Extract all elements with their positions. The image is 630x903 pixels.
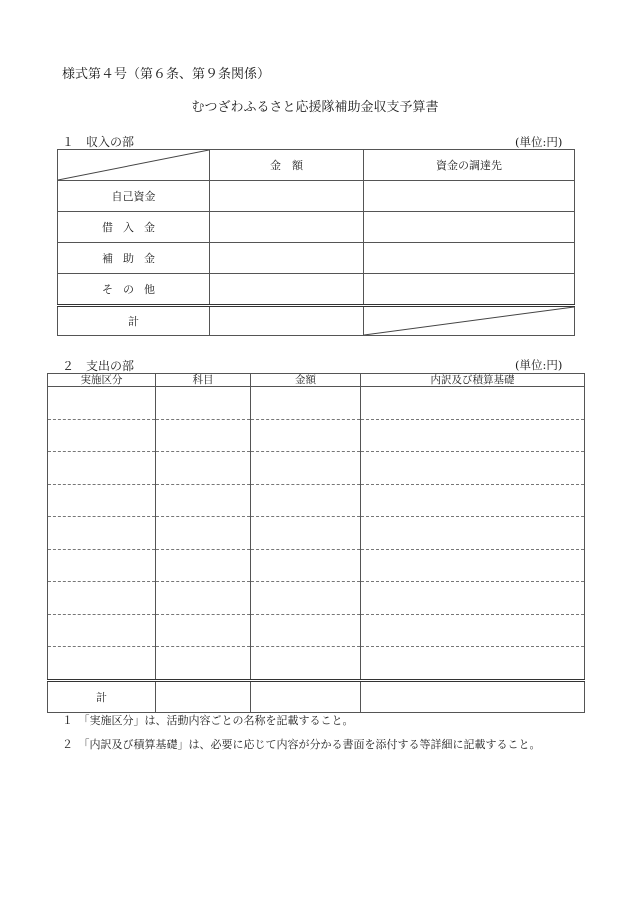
expense-cell[interactable]	[361, 387, 585, 420]
expense-cell[interactable]	[361, 614, 585, 647]
expense-cell[interactable]	[251, 387, 361, 420]
expense-col-amount: 金額	[251, 374, 361, 387]
expense-cell[interactable]	[251, 549, 361, 582]
expense-total-cell[interactable]	[156, 680, 251, 712]
expense-cell[interactable]	[156, 484, 251, 517]
expense-unit: (単位:円)	[515, 358, 563, 372]
income-col-source: 資金の調達先	[364, 150, 575, 181]
expense-cell[interactable]	[48, 387, 156, 420]
expense-cell[interactable]	[251, 614, 361, 647]
expense-cell[interactable]	[156, 614, 251, 647]
expense-cell[interactable]	[251, 419, 361, 452]
expense-cell[interactable]	[156, 647, 251, 681]
table-row	[48, 582, 585, 615]
income-total-source-diagonal	[364, 306, 575, 336]
table-row	[48, 614, 585, 647]
expense-cell[interactable]	[48, 484, 156, 517]
expense-cell[interactable]	[251, 517, 361, 550]
table-row	[48, 484, 585, 517]
expense-cell[interactable]	[251, 582, 361, 615]
expense-cell[interactable]	[361, 419, 585, 452]
note-2: ２ 「内訳及び積算基礎」は、必要に応じて内容が分かる書面を添付する等詳細に記載すること。	[62, 738, 541, 751]
income-amount-cell[interactable]	[210, 243, 364, 274]
expense-cell[interactable]	[48, 647, 156, 681]
income-corner-cell	[58, 150, 210, 181]
expense-cell[interactable]	[48, 614, 156, 647]
expense-cell[interactable]	[251, 647, 361, 681]
income-unit: (単位:円)	[515, 135, 563, 149]
income-row-label: 借入金	[58, 212, 210, 243]
income-amount-cell[interactable]	[210, 212, 364, 243]
expense-cell[interactable]	[361, 549, 585, 582]
expense-cell[interactable]	[48, 549, 156, 582]
expense-cell[interactable]	[156, 419, 251, 452]
income-heading: １ 収入の部	[62, 135, 135, 149]
income-table	[57, 149, 575, 336]
expense-total-label: 計	[48, 680, 156, 712]
income-row-label: その他	[58, 274, 210, 306]
expense-cell[interactable]	[156, 549, 251, 582]
expense-cell[interactable]	[361, 484, 585, 517]
form-number: 様式第４号（第６条、第９条関係）	[62, 67, 271, 82]
expense-heading: ２ 支出の部	[62, 359, 135, 373]
expense-col-breakdown: 内訳及び積算基礎	[361, 374, 585, 387]
note-1: １ 「実施区分」は、活動内容ごとの名称を記載すること。	[62, 714, 354, 727]
income-col-amount: 金 額	[210, 150, 364, 181]
income-source-cell[interactable]	[364, 212, 575, 243]
income-total-amount-cell[interactable]	[210, 306, 364, 336]
expense-cell[interactable]	[361, 452, 585, 485]
expense-cell[interactable]	[48, 452, 156, 485]
expense-cell[interactable]	[156, 582, 251, 615]
table-row	[48, 517, 585, 550]
income-source-cell[interactable]	[364, 243, 575, 274]
table-row	[48, 387, 585, 420]
income-row-label: 自己資金	[58, 181, 210, 212]
table-row	[48, 647, 585, 681]
expense-cell[interactable]	[251, 452, 361, 485]
expense-cell[interactable]	[251, 484, 361, 517]
document-title: むつざわふるさと応援隊補助金収支予算書	[191, 100, 439, 115]
expense-cell[interactable]	[48, 419, 156, 452]
expense-cell[interactable]	[48, 517, 156, 550]
expense-col-category: 実施区分	[48, 374, 156, 387]
expense-total-cell[interactable]	[251, 680, 361, 712]
expense-cell[interactable]	[156, 387, 251, 420]
income-amount-cell[interactable]	[210, 274, 364, 306]
table-row	[48, 452, 585, 485]
expense-cell[interactable]	[361, 517, 585, 550]
expense-total-cell[interactable]	[361, 680, 585, 712]
income-row-label: 補助金	[58, 243, 210, 274]
table-row	[48, 549, 585, 582]
expense-col-item: 科目	[156, 374, 251, 387]
income-source-cell[interactable]	[364, 181, 575, 212]
expense-cell[interactable]	[156, 452, 251, 485]
income-amount-cell[interactable]	[210, 181, 364, 212]
expense-table	[47, 373, 585, 713]
income-source-cell[interactable]	[364, 274, 575, 306]
income-total-label: 計	[58, 306, 210, 336]
expense-cell[interactable]	[361, 582, 585, 615]
table-row	[48, 419, 585, 452]
expense-cell[interactable]	[48, 582, 156, 615]
expense-cell[interactable]	[156, 517, 251, 550]
expense-cell[interactable]	[361, 647, 585, 681]
